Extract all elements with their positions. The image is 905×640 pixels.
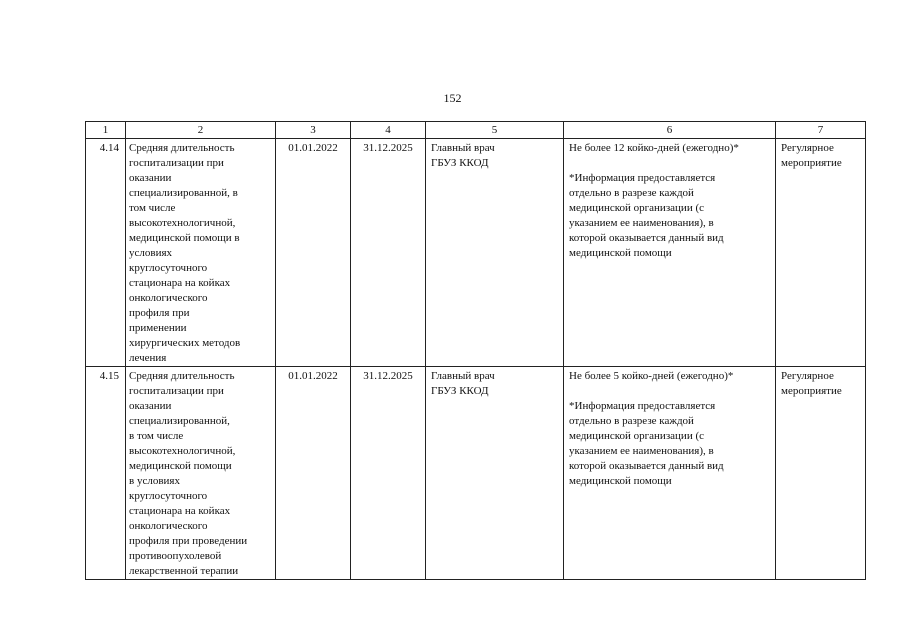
responsible-person: Главный врач ГБУЗ ККОД — [426, 139, 564, 367]
row-number: 4.15 — [86, 367, 126, 580]
indicator-value: Не более 5 койко-дней (ежегодно)* — [569, 370, 734, 382]
row-number: 4.14 — [86, 139, 126, 367]
header-col-3: 3 — [276, 122, 351, 139]
measure-type: Регулярное мероприятие — [776, 367, 866, 580]
indicator-value: Не более 12 койко-дней (ежегодно)* — [569, 142, 739, 154]
measure-type: Регулярное мероприятие — [776, 139, 866, 367]
indicator-cell — [564, 139, 776, 367]
header-col-5: 5 — [426, 122, 564, 139]
start-date: 01.01.2022 — [276, 367, 351, 580]
start-date: 01.01.2022 — [276, 139, 351, 367]
responsible-person: Главный врач ГБУЗ ККОД — [426, 367, 564, 580]
end-date: 31.12.2025 — [351, 367, 426, 580]
table-header-row — [86, 122, 866, 139]
measures-table — [85, 121, 866, 580]
header-col-7: 7 — [776, 122, 866, 139]
indicator-note: *Информация предоставляется отдельно в разрезе каждой медицинской организации (с указанием ее наименования), в которой оказывается данный вид медицинской помощи — [569, 172, 724, 259]
end-date: 31.12.2025 — [351, 139, 426, 367]
page-number: 152 — [443, 91, 462, 105]
table-row — [86, 139, 866, 367]
measure-title: Средняя длительность госпитализации при оказании специализированной, в том числе высокотехнологичной, медицинской помощи в условиях круглосуточного стационара на койках онкологического профиля при применении хирургических методов лечения — [126, 139, 276, 367]
indicator-cell — [564, 367, 776, 580]
header-col-4: 4 — [351, 122, 426, 139]
table-row — [86, 367, 866, 580]
header-col-6: 6 — [564, 122, 776, 139]
header-col-1: 1 — [86, 122, 126, 139]
measure-title: Средняя длительность госпитализации при оказании специализированной, в том числе высокотехнологичной, медицинской помощи в условиях круглосуточного стационара на койках онкологического профиля при проведении противоопухолевой лекарственной терапии — [126, 367, 276, 580]
indicator-note: *Информация предоставляется отдельно в разрезе каждой медицинской организации (с указанием ее наименования), в которой оказывается данный вид медицинской помощи — [569, 400, 724, 487]
header-col-2: 2 — [126, 122, 276, 139]
